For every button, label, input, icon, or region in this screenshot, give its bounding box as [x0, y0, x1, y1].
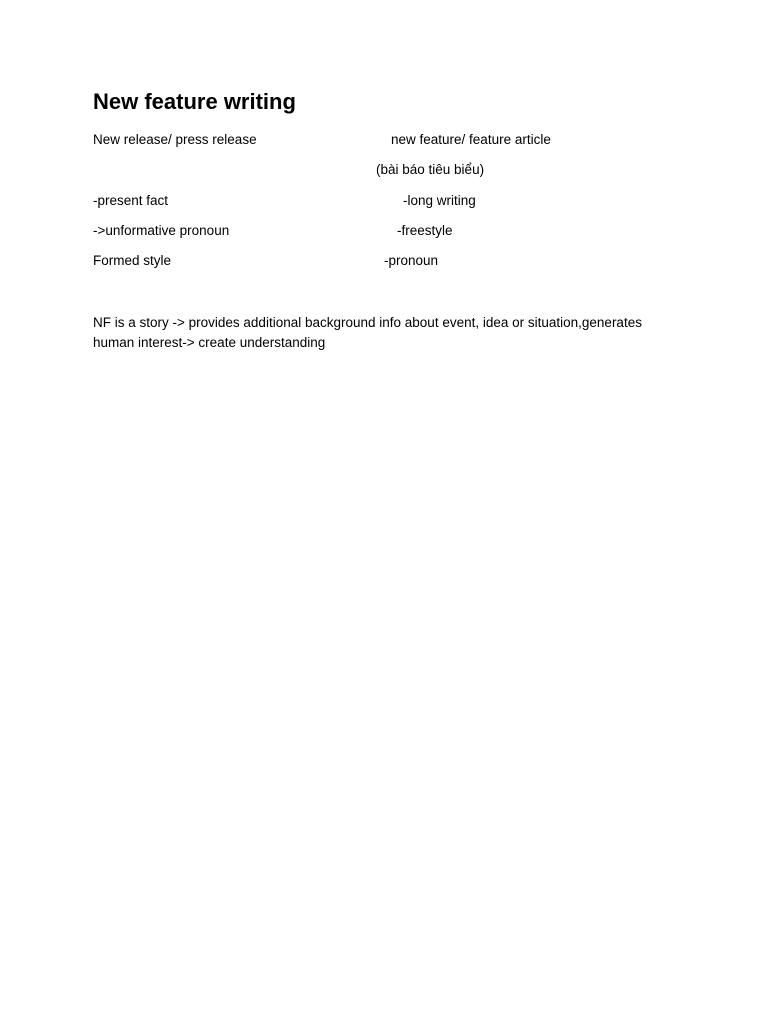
right-column-subheader: (bài báo tiêu biểu) [376, 162, 485, 177]
right-item-freestyle: -freestyle [397, 223, 453, 238]
summary-paragraph: NF is a story -> provides additional background info about event, idea or situation,generates human interest-> create understanding [93, 315, 642, 350]
left-item-formed-style: Formed style [93, 253, 172, 268]
right-item-pronoun: -pronoun [384, 253, 439, 268]
left-column-header: New release/ press release [93, 132, 257, 147]
right-column-header: new feature/ feature article [391, 132, 551, 147]
document-title: New feature writing [93, 89, 296, 114]
left-item-present-fact: -present fact [93, 193, 169, 208]
right-item-long-writing: -long writing [403, 193, 476, 208]
left-item-unformative-pronoun: ->unformative pronoun [93, 223, 230, 238]
